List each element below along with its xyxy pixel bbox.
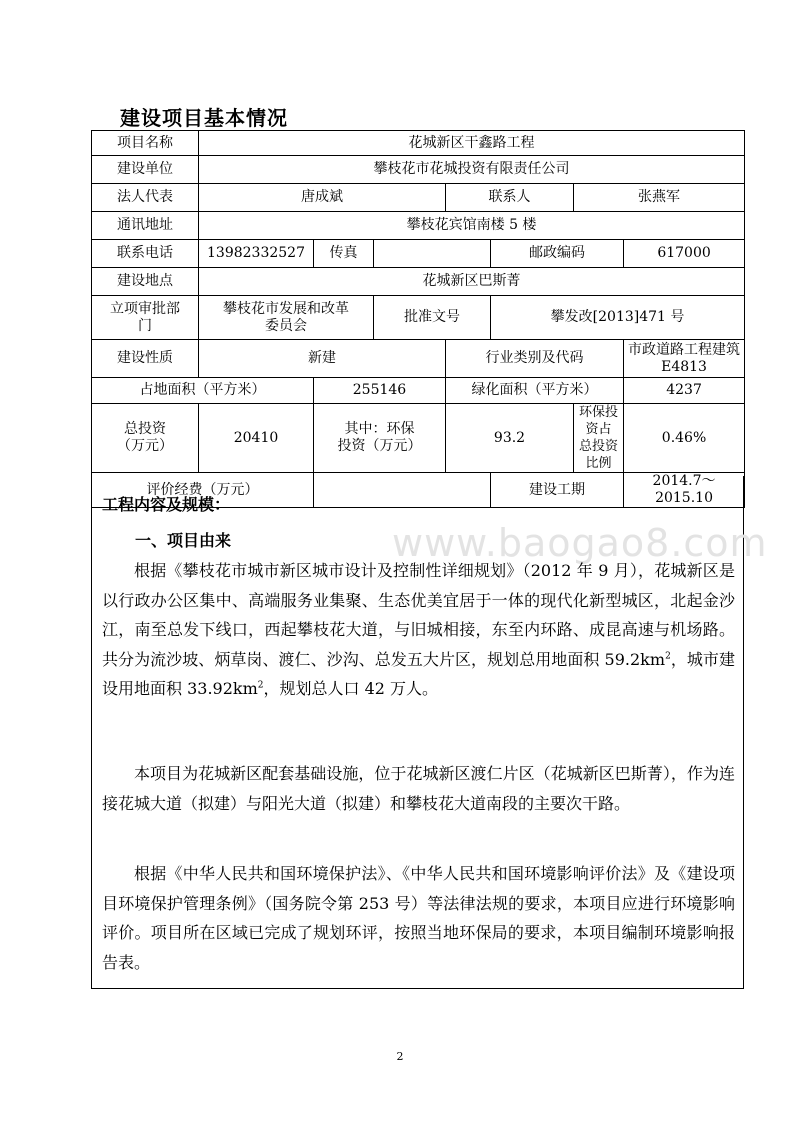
industry-value — [624, 340, 745, 378]
total-invest-label-line2: （万元） — [117, 438, 173, 454]
industry-line1: 市政道路工程建筑 — [628, 341, 741, 358]
paragraph-project-location: 本项目为花城新区配套基础设施，位于花城新区渡仁片区（花城新区巴斯菁），作为连接花城大道（拟建）与阳光大道（拟建）和攀枝花大道南段的主要次干路。 — [102, 764, 735, 813]
paragraph-1-part-c: ，规划总人口 42 万人。 — [263, 679, 439, 698]
table-row — [92, 156, 745, 184]
project-content-box — [91, 476, 768, 989]
table-row — [92, 296, 745, 340]
location-value: 花城新区巴斯菁 — [199, 268, 745, 296]
env-invest-label — [314, 404, 446, 473]
builder-value: 攀枝花市花城投资有限责任公司 — [199, 156, 745, 184]
approval-dept-line2: 委员会 — [265, 317, 307, 334]
superscript-2: 2 — [257, 680, 264, 691]
period-value: 2014.7～2015.10 — [624, 473, 745, 508]
approval-dept-line1: 攀枝花市发展和改革 — [223, 300, 349, 317]
env-invest-value: 93.2 — [446, 404, 574, 473]
env-invest-label-line1: 其中：环保 — [344, 421, 415, 437]
page-title: 建设项目基本情况 — [120, 106, 288, 130]
table-row — [92, 404, 745, 473]
watermark: www.baogao8.com — [392, 521, 768, 565]
paragraph-1-part-b: ，城市建设用地面积 33.92km — [102, 649, 735, 698]
project-info-table — [91, 130, 745, 508]
env-ratio-label — [574, 404, 624, 473]
sub-heading: 一、项目由来 — [135, 531, 232, 550]
approval-no-value: 攀发改[2013]471 号 — [491, 296, 745, 340]
table-row — [92, 131, 745, 156]
approval-dept-value — [199, 296, 374, 340]
total-invest-value: 20410 — [199, 404, 314, 473]
table-row — [92, 240, 745, 268]
approval-no-label: 批准文号 — [374, 296, 491, 340]
env-ratio-value: 0.46% — [624, 404, 745, 473]
phone-value: 13982332527 — [199, 240, 314, 268]
land-area-value: 255146 — [314, 378, 446, 404]
industry-line2: E4813 — [661, 358, 707, 375]
env-invest-label-line2: 投资（万元） — [337, 438, 422, 454]
legal-rep-label: 法人代表 — [92, 184, 199, 212]
contact-value: 张燕军 — [574, 184, 745, 212]
project-name-value: 花城新区干鑫路工程 — [199, 131, 745, 156]
table-row — [92, 268, 745, 296]
legal-rep-value: 唐成斌 — [199, 184, 446, 212]
period-label: 建设工期 — [491, 473, 624, 508]
table-row — [92, 340, 745, 378]
land-area-label: 占地面积（平方米） — [92, 378, 314, 404]
industry-label: 行业类别及代码 — [446, 340, 624, 378]
postcode-label: 邮政编码 — [491, 240, 624, 268]
total-invest-label — [92, 404, 199, 473]
builder-label: 建设单位 — [92, 156, 199, 184]
approval-dept-label-line1: 立项审批部 — [110, 300, 180, 317]
address-label: 通讯地址 — [92, 212, 199, 240]
nature-value: 新建 — [199, 340, 446, 378]
location-label: 建设地点 — [92, 268, 199, 296]
address-value: 攀枝花宾馆南楼 5 楼 — [199, 212, 745, 240]
postcode-value: 617000 — [624, 240, 745, 268]
env-ratio-label-line2: 总投资比例 — [578, 439, 618, 471]
table-row — [92, 184, 745, 212]
green-area-value: 4237 — [624, 378, 745, 404]
superscript-2: 2 — [665, 651, 671, 662]
contact-label: 联系人 — [446, 184, 574, 212]
table-row — [92, 378, 745, 404]
env-ratio-label-line1: 环保投资占 — [578, 405, 618, 437]
phone-label: 联系电话 — [92, 240, 199, 268]
page-number: 2 — [396, 1050, 404, 1063]
paragraph-background — [102, 556, 735, 704]
paragraph-1-part-a: 根据《攀枝花市城市新区城市设计及控制性详细规划》（2012 年 9 月），花城新区是以行政办公区集中、高端服务业集聚、生态优美宜居于一体的现代化新型城区，北起金沙江，南至总发下线口，西起攀枝花大道，与旧城相接，东至内环路、成昆高速与机场路。共分为流沙坡、炳草岗、渡仁、沙沟、总发五大片区，规划总用地面积 59.2km — [102, 561, 735, 669]
eval-fee-label: 评价经费（万元） — [92, 473, 314, 508]
section-heading: 工程内容及规模： — [102, 495, 231, 514]
nature-label: 建设性质 — [92, 340, 199, 378]
approval-dept-label — [92, 296, 199, 340]
fax-label: 传真 — [314, 240, 374, 268]
project-name-label: 项目名称 — [92, 131, 199, 156]
table-row — [92, 212, 745, 240]
fax-value — [374, 240, 491, 268]
total-invest-label-line1: 总投资 — [124, 421, 166, 437]
approval-dept-label-line2: 门 — [138, 317, 152, 334]
paragraph-regulations: 根据《中华人民共和国环境保护法》、《中华人民共和国环境影响评价法》及《建设项目环境保护管理条例》（国务院令第 253 号）等法律法规的要求，本项目应进行环境影响评价。项目所在区域已完成了规划环评，按照当地环保局的要求，本项目编制环境影响报告表。 — [102, 864, 735, 972]
green-area-label: 绿化面积（平方米） — [446, 378, 624, 404]
